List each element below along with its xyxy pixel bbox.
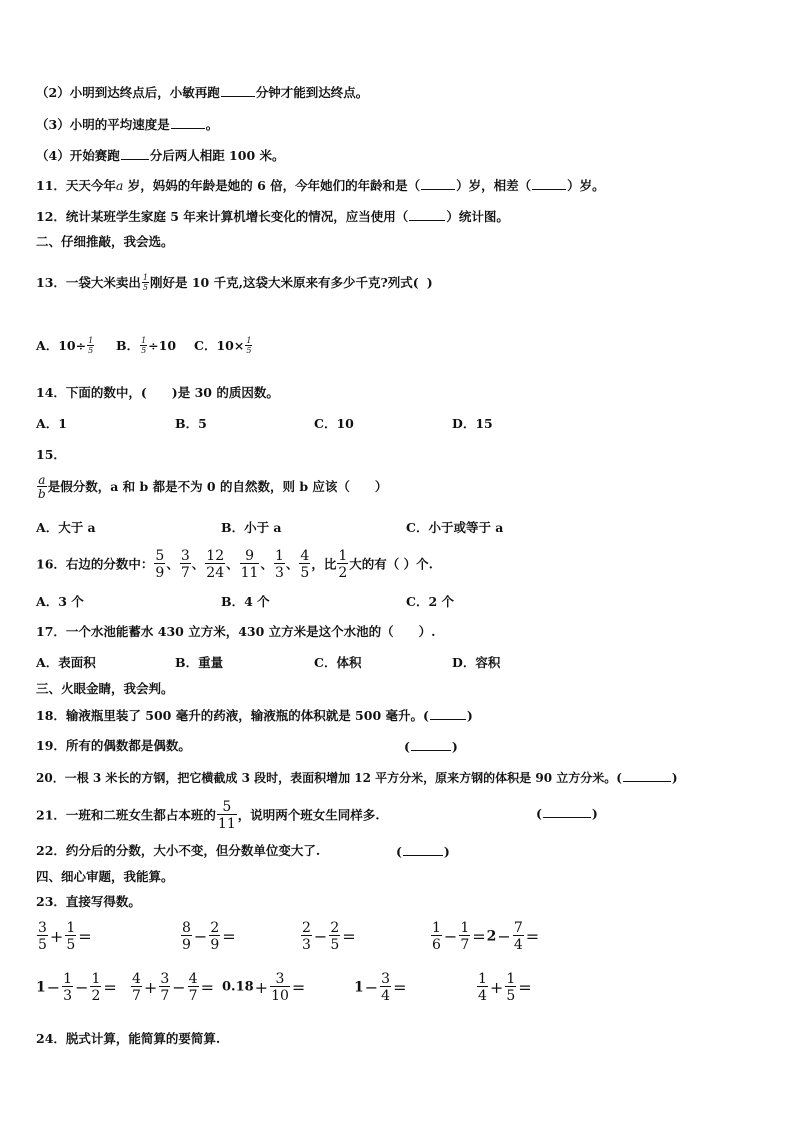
answer-blank[interactable] [623, 769, 671, 782]
q21-answer: ( ) [536, 806, 598, 821]
answer-blank[interactable] [221, 84, 255, 97]
question-15: $\frac{a}{b}$ 是假分数，a 和 b 都是不为 0 的自然数，则 b 应该（ ） [38, 473, 388, 501]
answer-blank[interactable] [421, 177, 455, 190]
question-17: 17．一个水池能蓄水 430 立方米，430 立方米是这个水池的（ ）. [36, 624, 436, 639]
q15-option-b[interactable]: B．小于 a [221, 520, 282, 535]
calc-item: $\frac{2}{3}$ − $\frac{2}{5}$ = [302, 920, 356, 953]
q10-part2: （2）小明到达终点后，小敏再跑 分钟才能到达终点。 [36, 85, 369, 100]
question-16: 16．右边的分数中： $\frac{5}{9}$ 、 $\frac{3}{7}$ 、 $\frac{12}{24}$ 、 $\frac{9}{11}$ 、 $\frac{1}{3}$ 、 $\frac{4}{5}$ ，比 $\frac{1}{2}$ 大的有（ ）个. [36, 548, 433, 581]
q14-option-d[interactable]: D．15 [452, 416, 493, 431]
q16-option-b[interactable]: B．4 个 [221, 594, 270, 609]
q13-option-c[interactable]: C．10× $\frac{1}{5}$ [194, 336, 252, 355]
q14-option-b[interactable]: B．5 [175, 416, 207, 431]
q14-option-a[interactable]: A．1 [36, 416, 67, 431]
question-19: 19．所有的偶数都是偶数。 [36, 738, 191, 753]
q13-option-b[interactable]: B． $\frac{1}{5}$ ÷10 [116, 336, 177, 355]
answer-blank[interactable] [409, 208, 445, 221]
calc-item: 1− $\frac{3}{4}$ = [354, 971, 407, 1004]
q16-option-c[interactable]: C．2 个 [406, 594, 454, 609]
calc-item: 1− $\frac{1}{3}$ − $\frac{1}{2}$ = [36, 971, 117, 1004]
q17-option-c[interactable]: C．体积 [314, 655, 362, 670]
fraction: $\frac{1}{5}$ [142, 273, 148, 292]
calc-item: $\frac{4}{7}$ + $\frac{3}{7}$ − $\frac{4}{7}$ = [132, 971, 214, 1004]
question-20: 20．一根 3 米长的方钢，把它横截成 3 段时，表面积增加 12 平方分米，原来方钢的体积是 90 立方分米。( ) [36, 771, 678, 785]
calc-item: $\frac{8}{9}$ − $\frac{2}{9}$ = [182, 920, 236, 953]
answer-blank[interactable] [411, 738, 451, 751]
calc-item: 0.18+ $\frac{3}{10}$ = [222, 971, 306, 1004]
question-12: 12．统计某班学生家庭 5 年来计算机增长变化的情况，应当使用（ ）统计图。 [36, 209, 509, 224]
question-18: 18．输液瓶里装了 500 毫升的药液，输液瓶的体积就是 500 毫升。( ) [36, 708, 473, 723]
answer-blank[interactable] [430, 707, 466, 720]
question-14: 14．下面的数中，( )是 30 的质因数。 [36, 385, 279, 400]
fraction: $\frac{a}{b}$ [38, 473, 46, 501]
question-13: 13．一袋大米卖出 $\frac{1}{5}$ 刚好是 10 千克,这袋大米原来有多少千克?列式( ) [36, 273, 433, 292]
q10-part4: （4）开始赛跑 分后两人相距 100 米。 [36, 148, 285, 163]
section-heading-4: 四、细心审题，我能算。 [36, 869, 174, 884]
section-heading-2: 二、仔细推敲，我会选。 [36, 234, 174, 249]
calc-item: $\frac{1}{6}$ − $\frac{1}{7}$ =2− $\frac{7}{4}$ = [432, 920, 540, 953]
q17-option-d[interactable]: D．容积 [452, 655, 501, 670]
q19-answer: ( ) [404, 739, 458, 754]
question-22: 22．约分后的分数，大小不变，但分数单位变大了. [36, 843, 321, 858]
q17-option-b[interactable]: B．重量 [175, 655, 224, 670]
q15-option-c[interactable]: C．小于或等于 a [406, 520, 504, 535]
question-24: 24．脱式计算，能简算的要简算. [36, 1031, 221, 1046]
section-heading-3: 三、火眼金睛，我会判。 [36, 681, 174, 696]
q13-option-a[interactable]: A．10÷ $\frac{1}{5}$ [36, 336, 94, 355]
calc-item: $\frac{1}{4}$ + $\frac{1}{5}$ = [478, 971, 532, 1004]
answer-blank[interactable] [403, 843, 443, 856]
q15-option-a[interactable]: A．大于 a [36, 520, 96, 535]
question-11: 11．天天今年a 岁，妈妈的年龄是她的 6 倍，今年她们的年龄和是（ ）岁，相差（ ）岁。 [36, 178, 605, 193]
q16-option-a[interactable]: A．3 个 [36, 594, 84, 609]
answer-blank[interactable] [171, 116, 205, 129]
question-21: 21．一班和二班女生都占本班的 $\frac{5}{11}$ ，说明两个班女生同样多. [36, 799, 380, 832]
q10-part3: （3）小明的平均速度是 。 [36, 117, 219, 132]
question-15-number: 15． [36, 447, 66, 462]
q14-option-c[interactable]: C．10 [314, 416, 354, 431]
q17-option-a[interactable]: A．表面积 [36, 655, 96, 670]
q22-answer: ( ) [396, 844, 450, 859]
answer-blank[interactable] [532, 177, 566, 190]
question-23-title: 23．直接写得数。 [36, 894, 141, 909]
answer-blank[interactable] [543, 805, 591, 818]
answer-blank[interactable] [121, 147, 149, 160]
calc-item: $\frac{3}{5}$ + $\frac{1}{5}$ = [38, 920, 92, 953]
